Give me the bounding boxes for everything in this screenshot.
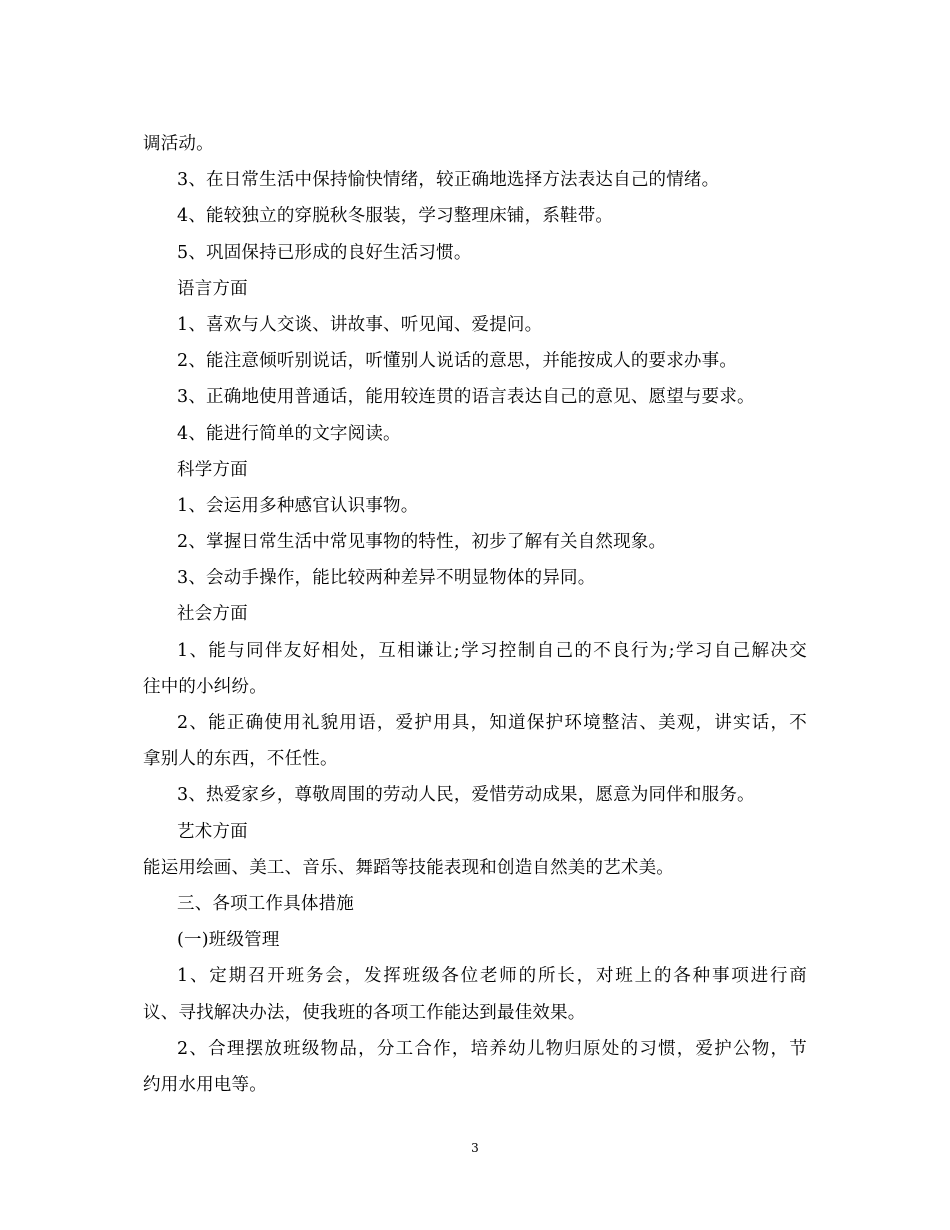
paragraph-line: 2、能注意倾听别说话，听懂别人说话的意思，并能按成人的要求办事。 (177, 351, 738, 372)
page-number: 3 (471, 1141, 479, 1155)
paragraph-line: 4、能较独立的穿脱秋冬服装，学习整理床铺，系鞋带。 (177, 206, 614, 227)
paragraph-line: 1、会运用多种感官认识事物。 (177, 495, 419, 516)
paragraph-line: 调活动。 (143, 134, 214, 154)
paragraph-line: 2、掌握日常生活中常见事物的特性，初步了解有关自然现象。 (177, 532, 667, 553)
paragraph-line: 2、合理摆放班级物品，分工合作，培养幼儿物归原处的习惯，爱护公物，节 (177, 1038, 807, 1059)
paragraph-line: 1、喜欢与人交谈、讲故事、听见闻、爱提问。 (177, 314, 543, 335)
paragraph-line: 3、在日常生活中保持愉快情绪，较正确地选择方法表达自己的情绪。 (177, 170, 720, 191)
section-heading: 三、各项工作具体措施 (177, 893, 354, 914)
paragraph-line: 2、能正确使用礼貌用语，爱护用具，知道保护环境整洁、美观，讲实话，不 (177, 713, 807, 733)
paragraph-line: 3、正确地使用普通话，能用较连贯的语言表达自己的意见、愿望与要求。 (177, 387, 755, 408)
paragraph-line: 能运用绘画、美工、音乐、舞蹈等技能表现和创造自然美的艺术美。 (143, 857, 674, 878)
paragraph-line: 1、定期召开班务会，发挥班级各位老师的所长，对班上的各种事项进行商 (177, 966, 807, 987)
section-heading: 语言方面 (177, 278, 248, 299)
section-heading: 艺术方面 (177, 821, 248, 842)
paragraph-line: 4、能进行简单的文字阅读。 (177, 423, 401, 444)
paragraph-line: 5、巩固保持已形成的良好生活习惯。 (177, 242, 472, 263)
paragraph-line: 约用水用电等。 (143, 1074, 267, 1095)
paragraph-line: 1、能与同伴友好相处，互相谦让;学习控制自己的不良行为;学习自己解决交 (177, 640, 807, 661)
paragraph-line: 议、寻找解决办法，使我班的各项工作能达到最佳效果。 (143, 1002, 586, 1023)
paragraph-line: 拿别人的东西，不任性。 (143, 749, 338, 770)
section-heading: (一)班级管理 (177, 930, 280, 951)
paragraph-line: 往中的小纠纷。 (143, 676, 267, 697)
paragraph-line: 3、会动手操作，能比较两种差异不明显物体的异同。 (177, 568, 596, 589)
section-heading: 科学方面 (177, 459, 248, 480)
paragraph-line: 3、热爱家乡，尊敬周围的劳动人民，爱惜劳动成果，愿意为同伴和服务。 (177, 785, 755, 806)
document-body (143, 126, 807, 1103)
section-heading: 社会方面 (177, 604, 248, 625)
